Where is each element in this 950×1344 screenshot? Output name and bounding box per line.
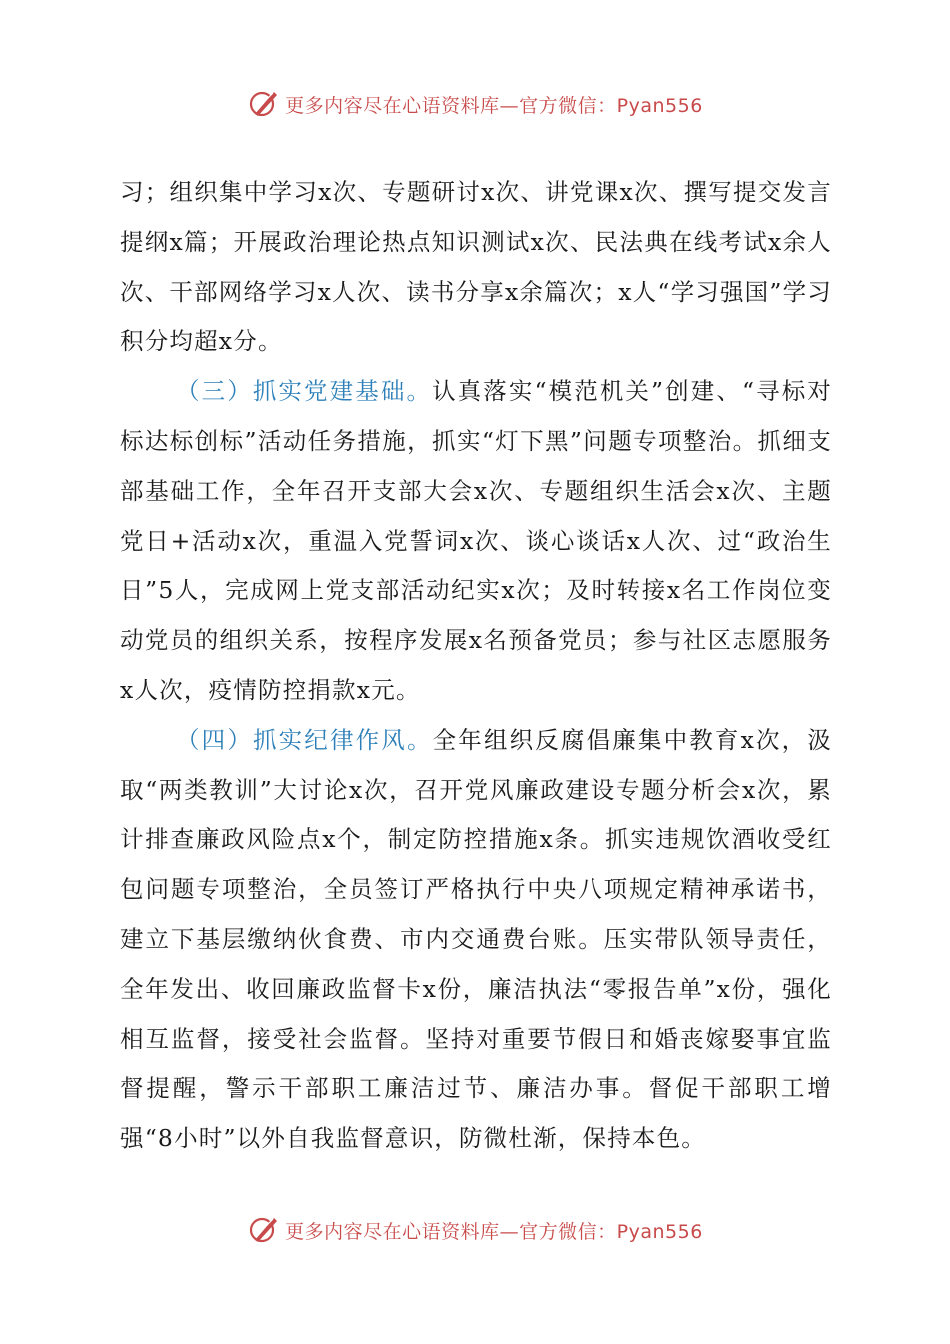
banner-wechat-id: Pyan556 bbox=[616, 1220, 703, 1243]
footer-banner bbox=[0, 1210, 950, 1250]
section-heading-3: （三）抓实党建基础。 bbox=[176, 377, 433, 406]
quill-logo-icon bbox=[247, 87, 281, 121]
paragraph-continuation: 习；组织集中学习x次、专题研讨x次、讲党课x次、撰写提交发言提纲x篇；开展政治理论热点知识测试x次、民法典在线考试x余人次、干部网络学习x人次、读书分享x余篇次；x人“学习强国”学习积分均超x分。 bbox=[120, 178, 832, 356]
paragraph-discipline bbox=[120, 716, 832, 1164]
document-body bbox=[120, 168, 832, 1164]
banner-text bbox=[285, 1217, 703, 1244]
paragraph-discipline-text: 全年组织反腐倡廉集中教育x次，汲取“两类教训”大讨论x次，召开党风廉政建设专题分析会x次，累计排查廉政风险点x个，制定防控措施x条。抓实违规饮酒收受红包问题专项整治，全员签订严格执行中央八项规定精神承诺书，建立下基层缴纳伙食费、市内交通费台账。压实带队领导责任，全年发出、收回廉政监督卡x份，廉洁执法“零报告单”x份，强化相互监督，接受社会监督。坚持对重要节假日和婚丧嫁娶事宜监督提醒，警示干部职工廉洁过节、廉洁办事。督促干部职工增强“8小时”以外自我监督意识，防微杜渐，保持本色。 bbox=[120, 725, 833, 1153]
header-banner bbox=[0, 84, 950, 124]
banner-text bbox=[285, 91, 703, 118]
banner-caption: 更多内容尽在心语资料库—官方微信： bbox=[285, 94, 617, 117]
quill-logo-icon bbox=[247, 1213, 281, 1247]
banner-wechat-id: Pyan556 bbox=[616, 94, 703, 117]
banner-caption: 更多内容尽在心语资料库—官方微信： bbox=[285, 1220, 617, 1243]
section-heading-4: （四）抓实纪律作风。 bbox=[176, 725, 433, 754]
paragraph-party-building-text: 认真落实“模范机关”创建、“寻标对标达标创标”活动任务措施，抓实“灯下黑”问题专项整治。抓细支部基础工作，全年召开支部大会x次、专题组织生活会x次、主题党日+活动x次，重温入党誓词x次、谈心谈话x人次、过“政治生日”5人，完成网上党支部活动纪实x次；及时转接x名工作岗位变动党员的组织关系，按程序发展x名预备党员；参与社区志愿服务x人次，疫情防控捐款x元。 bbox=[120, 377, 832, 704]
paragraph-party-building bbox=[120, 367, 832, 716]
